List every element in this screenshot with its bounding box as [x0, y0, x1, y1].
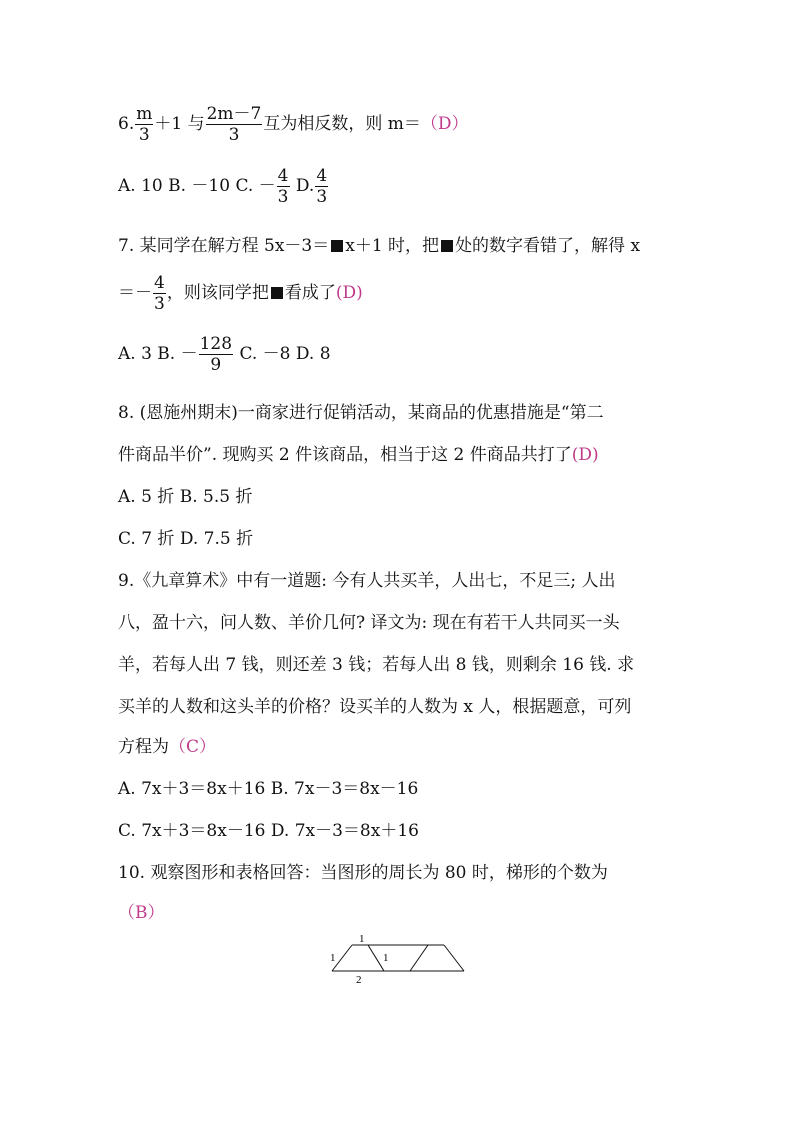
q7-line2-c: 看成了: [284, 283, 336, 303]
trapezoid-figure: [328, 930, 468, 990]
q7-text-c: 处的数字看错了，解得 x: [455, 236, 641, 256]
black-square-icon: [271, 287, 283, 299]
q7-opt-b-num: 128: [199, 334, 233, 354]
q6-text: 互为相反数，则 m＝: [263, 114, 421, 134]
q7-text-b: x＋1 时，把: [345, 236, 440, 256]
q6-plus: ＋1 与: [154, 114, 205, 134]
q6-opt-c-den: 3: [277, 187, 289, 207]
question-9: 9.《九章算术》中有一道题: 今有人共买羊，人出七，不足三; 人出: [118, 571, 616, 591]
q6-options-text: A. 10 B. －10 C. －: [118, 176, 276, 196]
q7-text-a: 7. 某同学在解方程 5x－3＝: [118, 236, 330, 256]
q6-option-d-label: D.: [290, 176, 315, 196]
q8-options-2: C. 7 折 D. 7.5 折: [118, 529, 254, 549]
black-square-icon: [441, 240, 453, 252]
q7-fraction: [153, 273, 166, 314]
q7-opt-b-den: 9: [210, 355, 222, 375]
figure-label-left: 1: [330, 952, 336, 964]
q6-f1-den: 3: [138, 125, 150, 145]
black-square-icon: [331, 240, 343, 252]
q8-line-2: [118, 440, 599, 465]
q10-line-2: [118, 898, 165, 923]
q9-options-2: C. 7x＋3＝8x－16 D. 7x－3＝8x＋16: [118, 821, 419, 841]
q6-option-d-fraction: [315, 166, 328, 207]
figure-label-bottom: 2: [356, 974, 362, 986]
q9-line5-text: 方程为: [118, 737, 169, 757]
figure-label-top: 1: [359, 933, 365, 945]
q6-f1-num: m: [136, 104, 153, 124]
q10-answer: （B）: [118, 903, 165, 923]
q6-f2-den: 3: [228, 125, 240, 145]
trapezoid-right-edge: [444, 945, 464, 971]
q8-line2-text: 件商品半价”. 现购买 2 件该商品，相当于这 2 件商品共打了: [118, 445, 572, 465]
q9-options-1: A. 7x＋3＝8x＋16 B. 7x－3＝8x－16: [118, 779, 419, 799]
q9-line-5: [118, 732, 216, 757]
question-6: [118, 104, 469, 145]
q7-line2-a: ＝－: [118, 283, 152, 303]
question-8: 8. (恩施州期末)一商家进行促销活动，某商品的优惠措施是“第二: [118, 403, 604, 423]
question-10: 10. 观察图形和表格回答：当图形的周长为 80 时，梯形的个数为: [118, 863, 608, 883]
q9-line-4: 买羊的人数和这头羊的价格？设买羊的人数为 x 人，根据题意，可列: [118, 697, 632, 717]
q6-opt-c-num: 4: [277, 166, 289, 186]
q6-fraction-2: [206, 104, 263, 145]
trapezoid-divider-1: [368, 945, 384, 971]
q8-answer: (D): [571, 445, 599, 465]
q6-option-c-fraction: [277, 166, 290, 207]
q6-opt-d-den: 3: [316, 187, 328, 207]
q6-opt-d-num: 4: [316, 166, 328, 186]
q9-line-2: 八，盈十六，问人数、羊价几何? 译文为: 现在有若干人共同买一头: [118, 613, 620, 633]
q9-line-3: 羊，若每人出 7 钱，则还差 3 钱；若每人出 8 钱，则剩余 16 钱. 求: [118, 655, 635, 675]
q6-answer: （D）: [420, 114, 469, 134]
question-7: [118, 231, 640, 256]
figure-label-middle: 1: [383, 952, 389, 964]
q7-answer: (D): [335, 283, 363, 303]
q8-options-1: A. 5 折 B. 5.5 折: [118, 487, 253, 507]
q9-answer: （C）: [169, 737, 217, 757]
q7-options-a: A. 3 B. －: [118, 344, 198, 364]
q7-option-b-fraction: [199, 334, 233, 375]
trapezoid-divider-2: [410, 945, 428, 971]
q6-f2-num: 2m－7: [206, 104, 262, 124]
q6-options: [118, 166, 329, 207]
q7-frac-den: 3: [154, 294, 165, 314]
q6-fraction-1: [135, 104, 153, 145]
q7-frac-num: 4: [154, 273, 165, 293]
q7-options: [118, 334, 331, 375]
q7-line-2: [118, 273, 363, 314]
q7-options-b: C. －8 D. 8: [234, 344, 331, 364]
q6-number: 6.: [118, 114, 135, 134]
q7-line2-b: ，则该同学把: [166, 283, 269, 303]
